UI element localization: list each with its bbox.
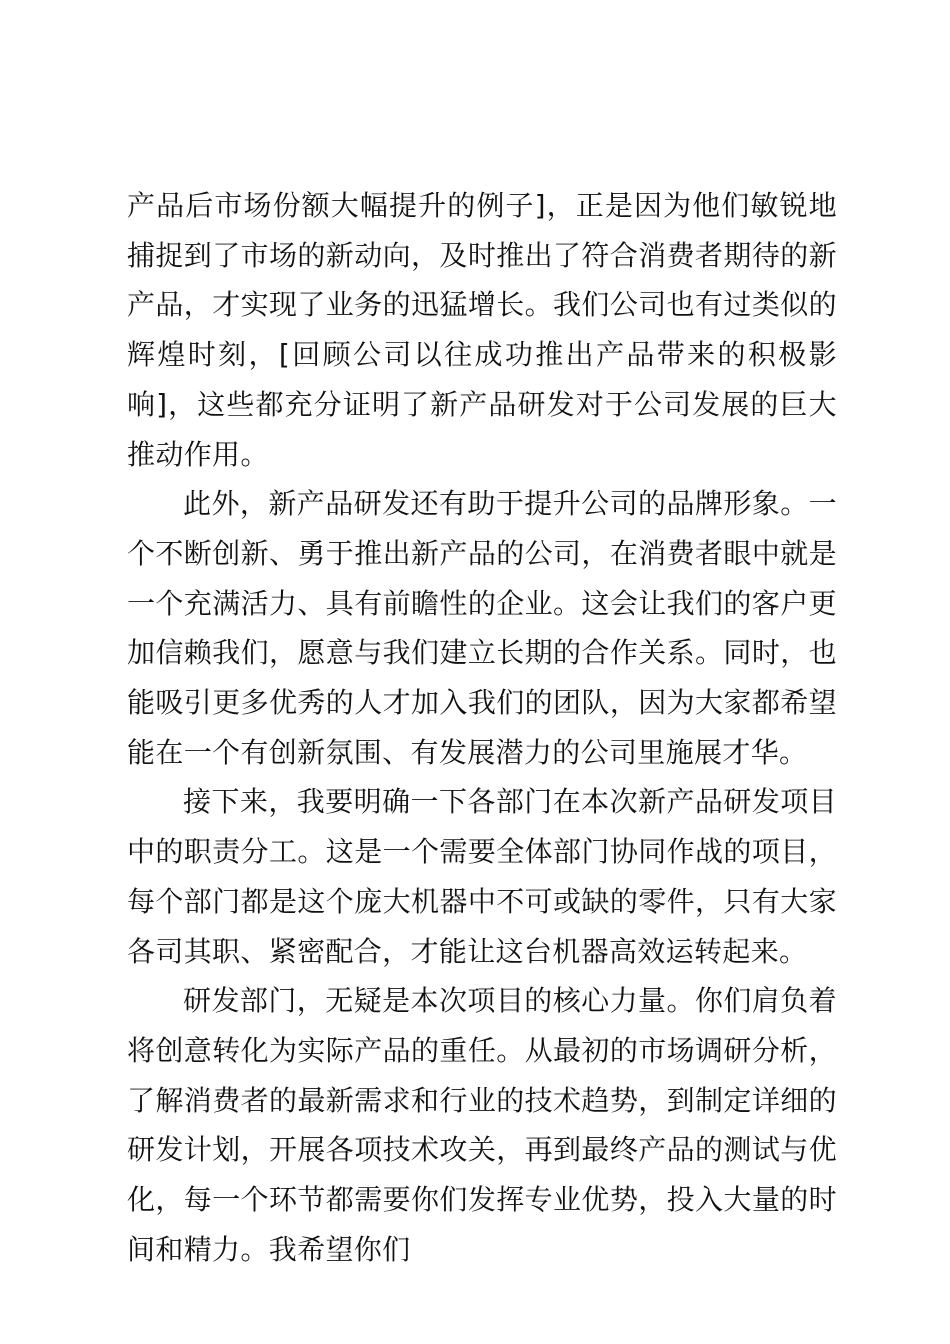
paragraph-3: 接下来，我要明确一下各部门在本次新产品研发项目中的职责分工。这是一个需要全体部门协同作战的项目，每个部门都是这个庞大机器中不可或缺的零件，只有大家各司其职、紧密配合，才能让这台机器高效运转起来。 — [127, 785, 837, 968]
paragraph-2: 此外，新产品研发还有助于提升公司的品牌形象。一个不断创新、勇于推出新产品的公司，在消费者眼中就是一个充满活力、具有前瞻性的企业。这会让我们的客户更加信赖我们，愿意与我们建立长期的合作关系。同时，也能吸引更多优秀的人才加入我们的团队，因为大家都希望能在一个有创新氛围、有发展潜力的公司里施展才华。 — [127, 487, 837, 769]
document-body — [127, 181, 837, 1274]
paragraph-4: 研发部门，无疑是本次项目的核心力量。你们肩负着将创意转化为实际产品的重任。从最初的市场调研分析，了解消费者的最新需求和行业的技术趋势，到制定详细的研发计划，开展各项技术攻关，再到最终产品的测试与优化，每一个环节都需要你们发挥专业优势，投入大量的时间和精力。我希望你们 — [127, 984, 837, 1266]
paragraph-1: 产品后市场份额大幅提升的例子]，正是因为他们敏锐地捕捉到了市场的新动向，及时推出了符合消费者期待的新产品，才实现了业务的迅猛增长。我们公司也有过类似的辉煌时刻，[回顾公司以往成功推出产品带来的积极影响]，这些都充分证明了新产品研发对于公司发展的巨大推动作用。 — [127, 189, 837, 471]
